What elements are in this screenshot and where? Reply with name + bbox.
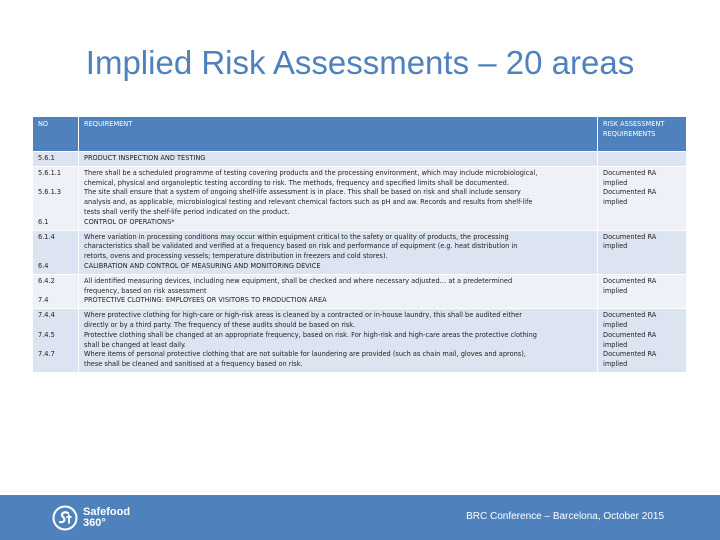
risk-assessment-line: implied — [603, 320, 628, 329]
risk-assessment-line: Documented RA — [603, 232, 657, 241]
risk-assessment-line: Documented RA — [603, 311, 657, 320]
risk-assessment-line: Documented RA — [603, 276, 657, 285]
requirement-line: retorts, ovens and processing vessels; temperature distribution in freezers and cold stores). — [84, 252, 388, 261]
requirement-cell — [79, 274, 598, 308]
requirement-line: There shall be a scheduled programme of testing covering products and the processing environment, which may include microbiological, — [84, 168, 538, 177]
risk-assessment-line: implied — [603, 340, 628, 349]
risk-assessment-line: implied — [603, 286, 628, 295]
table-row — [33, 274, 687, 308]
row-number-line: 5.6.1.3 — [38, 188, 62, 197]
footer-bar — [0, 495, 720, 540]
table-header-row — [33, 117, 687, 152]
row-number-line — [38, 198, 73, 208]
requirement-line: Where variation in processing conditions may occur within equipment critical to the safety or quality of products, the processing — [84, 232, 509, 241]
requirement-cell — [79, 166, 598, 230]
header-no: NO — [33, 117, 79, 152]
requirement-line: The site shall ensure that a system of ongoing shelf-life assessment is in place. This shall be based on risk and shall include sensory — [84, 188, 521, 197]
row-number-line — [38, 287, 73, 297]
table-row — [33, 152, 687, 167]
row-number-line: 6.1 — [38, 217, 49, 226]
risk-assessment-line: implied — [603, 198, 628, 207]
row-number-cell — [33, 152, 79, 167]
row-number-line: 7.4.5 — [38, 330, 55, 339]
risk-assessment-table — [32, 116, 687, 373]
requirement-line: Where items of personal protective clothing that are not suitable for laundering are provided (such as chain mail, gloves and aprons), — [84, 350, 526, 359]
table-row — [33, 309, 687, 373]
requirement-line: CONTROL OF OPERATIONS* — [84, 217, 175, 226]
requirement-cell — [79, 152, 598, 167]
requirement-line: PROTECTIVE CLOTHING: EMPLOYEES OR VISITORS TO PRODUCTION AREA — [84, 296, 327, 305]
row-number-line: 6.4 — [38, 261, 49, 270]
row-number-line — [38, 179, 73, 189]
risk-assessment-line: Documented RA — [603, 168, 657, 177]
row-number-line: 7.4.4 — [38, 311, 55, 320]
requirement-line: All identified measuring devices, including new equipment, shall be checked and where necessary adjusted… at a predetermined — [84, 276, 513, 285]
page-title: Implied Risk Assessments – 20 areas — [85, 44, 635, 81]
row-number-line — [38, 321, 73, 331]
requirement-line: frequency, based on risk assessment — [84, 286, 207, 295]
row-number-line: 6.1.4 — [38, 232, 55, 241]
risk-assessment-cell — [598, 274, 687, 308]
row-number-line — [38, 242, 73, 252]
row-number-line — [38, 341, 73, 351]
risk-assessment-line: Documented RA — [603, 330, 657, 339]
safefood-logo-icon — [52, 505, 78, 531]
risk-assessment-line: implied — [603, 242, 628, 251]
requirement-cell — [79, 309, 598, 373]
risk-assessment-line: implied — [603, 360, 628, 369]
table-row — [33, 230, 687, 274]
row-number-cell — [33, 166, 79, 230]
conference-caption: BRC Conference – Barcelona, October 2015 — [466, 511, 664, 522]
requirement-line: directly or by a third party. The frequency of these audits should be based on risk. — [84, 320, 356, 329]
requirement-line: characteristics shall be validated and verified at a frequency based on risk and performance of equipment (e.g. heat distribution in — [84, 242, 518, 251]
row-number-line — [38, 208, 73, 218]
risk-assessment-cell — [598, 152, 687, 167]
header-risk-assessment: RISK ASSESSMENT REQUIREMENTS — [598, 117, 687, 152]
risk-assessment-line: Documented RA — [603, 350, 657, 359]
row-number-cell — [33, 274, 79, 308]
logo-suffix: 360° — [83, 517, 106, 529]
risk-assessment-line: implied — [603, 178, 628, 187]
risk-assessment-cell — [598, 166, 687, 230]
requirement-line: chemical, physical and organoleptic testing according to risk. The methods, frequency and specified limits shall be documented. — [84, 178, 509, 187]
requirement-line: PRODUCT INSPECTION AND TESTING — [84, 154, 206, 162]
requirement-line: tests shall verify the shelf-life period indicated on the product. — [84, 207, 290, 216]
risk-assessment-cell — [598, 309, 687, 373]
requirement-line: analysis and, as applicable, microbiological testing and relevant chemical factors such as pH and aw. Records and results from shelf-life — [84, 198, 533, 207]
row-number-line: 5.6.1 — [38, 154, 55, 162]
risk-assessment-cell — [598, 230, 687, 274]
row-number-line: 7.4.7 — [38, 350, 55, 359]
row-number-line: 6.4.2 — [38, 276, 55, 285]
row-number-cell — [33, 309, 79, 373]
table-row — [33, 166, 687, 230]
requirement-line: shall be changed at least daily. — [84, 340, 187, 349]
requirement-cell — [79, 230, 598, 274]
row-number-line: 7.4 — [38, 296, 49, 305]
requirement-line: CALIBRATION AND CONTROL OF MEASURING AND MONITORING DEVICE — [84, 261, 321, 270]
risk-assessment-line: Documented RA — [603, 188, 657, 197]
safefood-logo — [52, 504, 130, 532]
row-number-line — [38, 252, 73, 262]
requirement-line: Where protective clothing for high-care or high-risk areas is cleaned by a contracted or in-house laundry, this shall be audited either — [84, 311, 522, 320]
requirement-line: Protective clothing shall be changed at an appropriate frequency, based on risk. For high-risk and high-care areas the protective clothing — [84, 330, 537, 339]
row-number-line: 5.6.1.1 — [38, 168, 62, 177]
table-body — [33, 152, 687, 373]
logo-name: Safefood — [83, 506, 131, 518]
row-number-cell — [33, 230, 79, 274]
requirement-line: these shall be cleaned and sanitised at a frequency based on risk. — [84, 360, 303, 369]
header-requirement: REQUIREMENT — [79, 117, 598, 152]
